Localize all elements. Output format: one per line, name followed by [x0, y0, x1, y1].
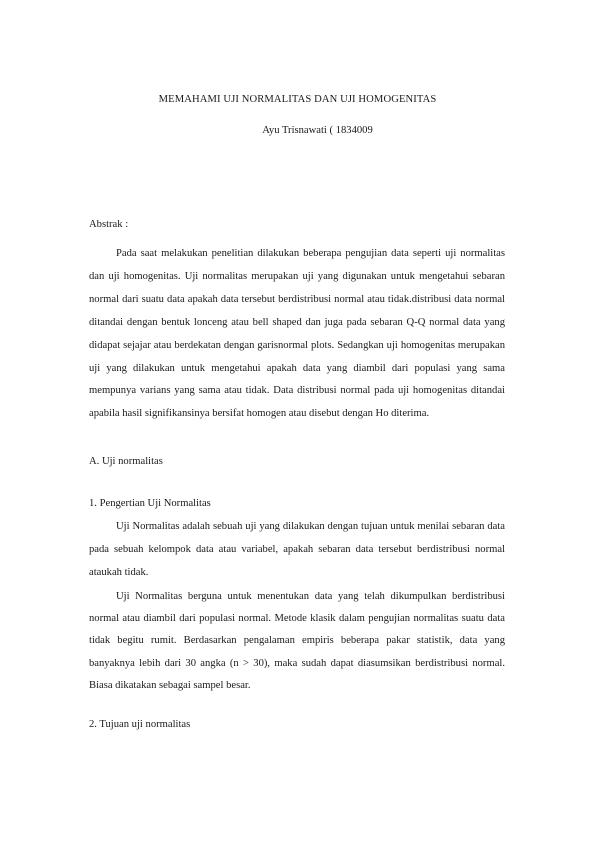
subsection-1-paragraph-1: Uji Normalitas adalah sebuah uji yang dilakukan dengan tujuan untuk menilai sebaran data pada sebuah kelompok data atau variabel, apakah sebaran data tersebut berdistribusi normal ataukah tidak. [89, 521, 505, 578]
abstract-paragraph: Pada saat melakukan penelitian dilakukan beberapa pengujian data seperti uji normalitas dan uji homogenitas. Uji normalitas merupakan uji yang digunakan untuk mengetahui sebaran normal dari suatu data apakah data tersebut berdistribusi normal atau tidak.distribusi data normal ditandai dengan bentuk lonceng atau bell shaped dan juga pada sebaran Q-Q normal data yang didapat sejajar atau berdekatan dengan garisnormal plots. Sedangkan uji homogenitas merupakan uji yang dilakukan untuk mengetahui apakah data yang diambil dari populasi yang sama mempunya varians yang sama atau tidak. Data distribusi normal pada uji homogenitas ditandai apabila hasil signifikansinya bersifat homogen atau disebut dengan Ho diterima. [89, 248, 505, 420]
subsection-1-paragraph-2: Uji Normalitas berguna untuk menentukan data yang telah dikumpulkan berdistribusi normal atau diambil dari populasi normal. Metode klasik dalam pengujian normalitas suatu data tidak begitu rumit. Berdasarkan pengalaman empiris beberapa pakar statistik, data yang banyaknya lebih dari 30 angka (n > 30), maka sudah dapat diasumsikan berdistribusi normal. Biasa dikatakan sebagai sampel besar. [89, 591, 505, 691]
subsection-1 [89, 492, 505, 584]
section-heading-a: A. Uji normalitas [89, 456, 163, 467]
author-line: Ayu Trisnawati ( 1834009 [262, 125, 373, 136]
abstract-section [89, 243, 505, 426]
abstract-label: Abstrak : [89, 219, 129, 230]
subsection-1-title: 1. Pengertian Uji Normalitas [89, 498, 211, 509]
subsection-1-continued [89, 586, 505, 697]
subsection-2-title: 2. Tujuan uji normalitas [89, 719, 191, 730]
document-title: MEMAHAMI UJI NORMALITAS DAN UJI HOMOGENITAS [158, 94, 437, 105]
